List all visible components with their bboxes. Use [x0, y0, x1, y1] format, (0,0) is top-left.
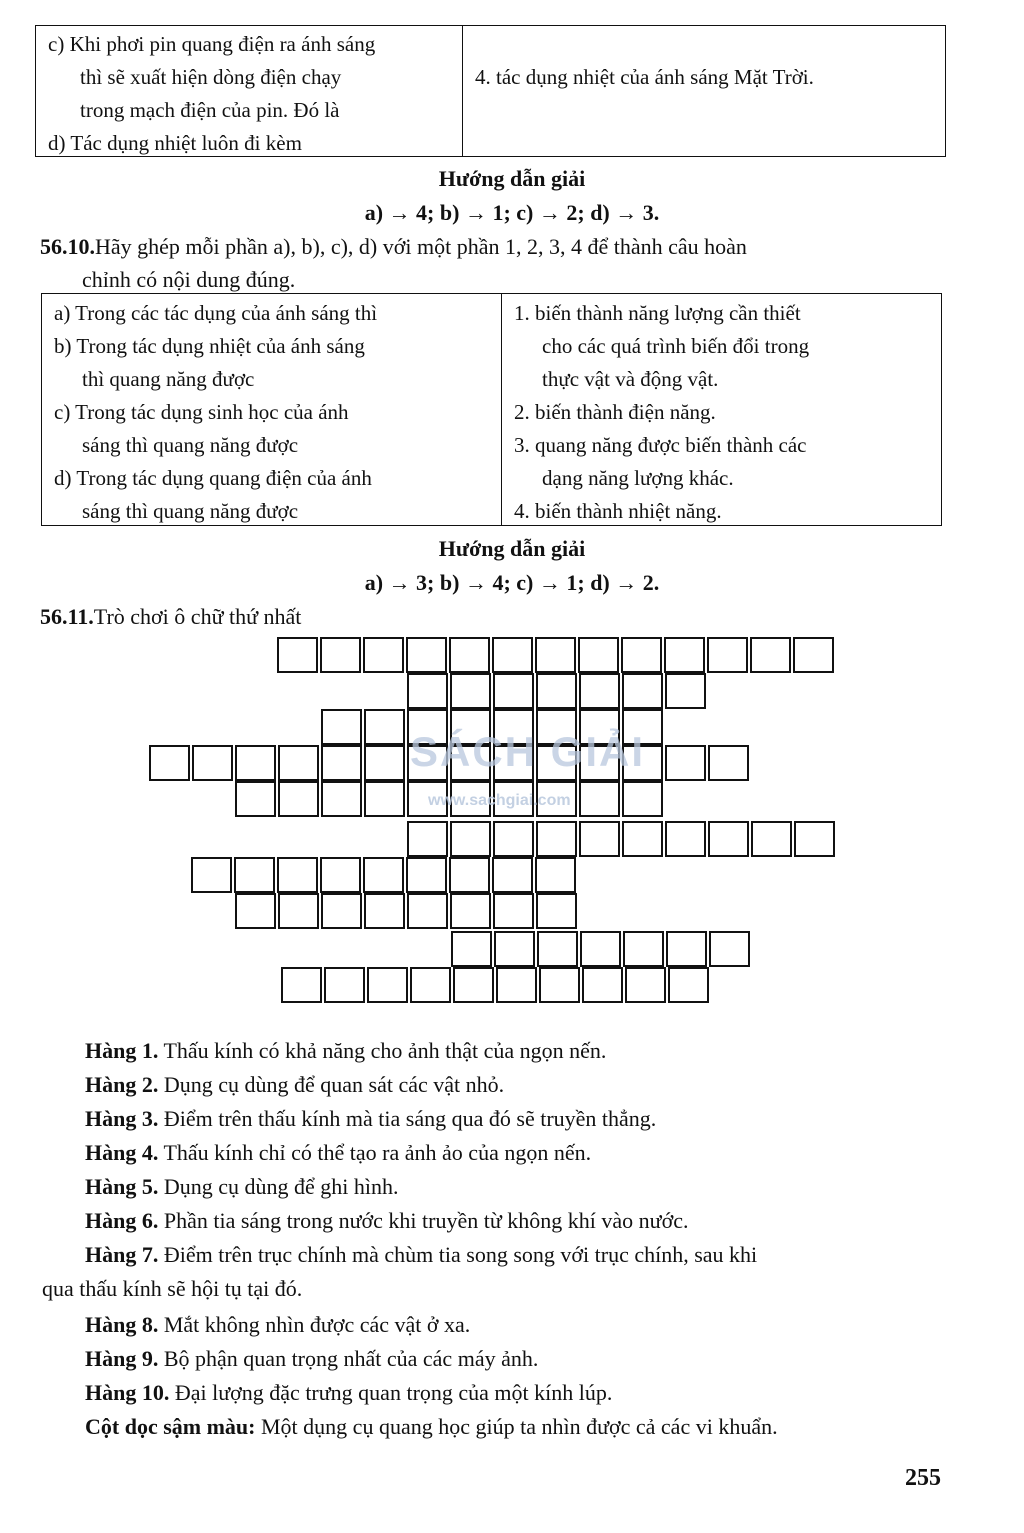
table-2-left-line: c) Trong tác dụng sinh học của ánh: [54, 400, 349, 424]
table-2-right-line: thực vật và động vật.: [542, 367, 719, 391]
crossword-cell: [708, 821, 749, 857]
clue-text: Phần tia sáng trong nước khi truyền từ không khí vào nước.: [163, 1208, 689, 1233]
table-2-left-line: a) Trong các tác dụng của ánh sáng thì: [54, 301, 378, 325]
crossword-cell: [537, 931, 578, 967]
clue-row-2: [85, 1068, 504, 1101]
crossword-cell: [321, 893, 362, 929]
crossword-cell: [410, 967, 451, 1003]
crossword-cell: [191, 857, 232, 893]
crossword-cell: [579, 821, 620, 857]
table-1-divider: [462, 25, 463, 157]
table-2-left-line: thì quang năng được: [82, 367, 255, 391]
crossword-cell: [364, 709, 405, 745]
crossword-cell: [407, 673, 448, 709]
clue-row-10: [85, 1376, 612, 1409]
table-2-right-line: 4. biến thành nhiệt năng.: [514, 499, 722, 523]
table-2-right-line: dạng năng lượng khác.: [542, 466, 734, 490]
clue-row-5: [85, 1170, 399, 1203]
table-2-left-line: b) Trong tác dụng nhiệt của ánh sáng: [54, 334, 365, 358]
clue-text: Dụng cụ dùng để ghi hình.: [163, 1174, 399, 1199]
crossword-cell: [668, 967, 709, 1003]
crossword-cell: [578, 637, 619, 673]
crossword-cell: [665, 821, 706, 857]
clue-text: Dụng cụ dùng để quan sát các vật nhỏ.: [163, 1072, 505, 1097]
table-2-left-line: sáng thì quang năng được: [82, 499, 299, 523]
crossword-cell: [793, 637, 834, 673]
crossword-cell: [492, 857, 533, 893]
clue-row-3: [85, 1102, 656, 1135]
clue-row-1: [85, 1034, 606, 1067]
crossword-cell: [536, 893, 577, 929]
crossword-cell: [406, 637, 447, 673]
crossword-cell: [451, 931, 492, 967]
crossword-cell: [320, 857, 361, 893]
question-text-continued: chỉnh có nội dung đúng.: [82, 267, 296, 292]
clue-label: Hàng 9.: [85, 1346, 159, 1371]
table-1-left-line: d) Tác dụng nhiệt luôn đi kèm: [48, 131, 302, 155]
clue-label: Hàng 6.: [85, 1208, 159, 1233]
crossword-cell: [536, 821, 577, 857]
crossword-cell: [453, 967, 494, 1003]
clue-vertical-column: [85, 1410, 778, 1443]
clue-text: Thấu kính có khả năng cho ảnh thật của ngọn nến.: [163, 1038, 607, 1063]
crossword-cell: [407, 821, 448, 857]
crossword-cell: [539, 967, 580, 1003]
question-text: Trò chơi ô chữ thứ nhất: [93, 604, 302, 629]
crossword-cell: [751, 821, 792, 857]
crossword-cell: [535, 857, 576, 893]
clue-label: Hàng 2.: [85, 1072, 159, 1097]
clue-label: Hàng 10.: [85, 1380, 170, 1405]
crossword-cell: [235, 745, 276, 781]
clue-row-6: [85, 1204, 689, 1237]
watermark-url: www.sachgiai.com: [428, 792, 571, 809]
watermark-logo: SÁCH GIẢI: [410, 728, 646, 775]
crossword-cell: [579, 673, 620, 709]
crossword-cell: [622, 781, 663, 817]
crossword-cell: [665, 745, 706, 781]
crossword-cell: [235, 893, 276, 929]
crossword-cell: [278, 745, 319, 781]
clue-label: Hàng 4.: [85, 1140, 159, 1165]
crossword-cell: [535, 637, 576, 673]
table-1-left-line: trong mạch điện của pin. Đó là: [80, 98, 340, 122]
crossword-cell: [450, 821, 491, 857]
table-2-right-line: 2. biến thành điện năng.: [514, 400, 716, 424]
crossword-cell: [664, 637, 705, 673]
crossword-cell: [321, 709, 362, 745]
crossword-cell: [234, 857, 275, 893]
crossword-cell: [666, 931, 707, 967]
crossword-cell: [580, 931, 621, 967]
question-56-11: [40, 600, 301, 633]
table-1-right-cell: 4. tác dụng nhiệt của ánh sáng Mặt Trời.: [475, 65, 814, 89]
crossword-cell: [494, 931, 535, 967]
crossword-cell: [794, 821, 835, 857]
crossword-cell: [707, 637, 748, 673]
question-number: 56.10.: [40, 234, 95, 259]
table-1-left-line: thì sẽ xuất hiện dòng điện chạy: [80, 65, 342, 89]
question-text: Hãy ghép mỗi phần a), b), c), d) với một phần 1, 2, 3, 4 để thành câu hoàn: [95, 234, 747, 259]
crossword-cell: [364, 781, 405, 817]
crossword-cell: [278, 781, 319, 817]
crossword-cell: [493, 673, 534, 709]
crossword-cell: [281, 967, 322, 1003]
crossword-cell: [321, 745, 362, 781]
crossword-cell: [622, 673, 663, 709]
crossword-cell: [364, 893, 405, 929]
page-number: 255: [905, 1465, 941, 1491]
clue-label: Hàng 3.: [85, 1106, 159, 1131]
crossword-cell: [493, 893, 534, 929]
crossword-cell: [277, 857, 318, 893]
crossword-cell: [750, 637, 791, 673]
crossword-cell: [493, 821, 534, 857]
clue-text: Đại lượng đặc trưng quan trọng của một kính lúp.: [174, 1380, 613, 1405]
table-2-right-line: 1. biến thành năng lượng cần thiết: [514, 301, 801, 325]
crossword-cell: [277, 637, 318, 673]
clue-text: Mắt không nhìn được các vật ở xa.: [163, 1312, 471, 1337]
question-number: 56.11.: [40, 604, 94, 629]
crossword-cell: [278, 893, 319, 929]
solution-heading: Hướng dẫn giải: [438, 536, 586, 561]
clue-row-9: [85, 1342, 538, 1375]
crossword-cell: [622, 821, 663, 857]
crossword-cell: [492, 637, 533, 673]
crossword-cell: [450, 893, 491, 929]
crossword-cell: [625, 967, 666, 1003]
crossword-cell: [621, 637, 662, 673]
crossword-cell: [665, 673, 706, 709]
crossword-cell: [579, 781, 620, 817]
crossword-cell: [363, 637, 404, 673]
clue-label: Cột dọc sậm màu:: [85, 1414, 256, 1439]
crossword-cell: [321, 781, 362, 817]
table-2-right-line: 3. quang năng được biến thành các: [514, 433, 807, 457]
solution-answer: a) → 3; b) → 4; c) → 1; d) → 2.: [364, 570, 660, 595]
crossword-cell: [449, 857, 490, 893]
table-2-divider: [501, 293, 502, 526]
clue-text: Thấu kính chỉ có thể tạo ra ảnh ảo của ngọn nến.: [163, 1140, 592, 1165]
crossword-cell: [536, 673, 577, 709]
crossword-cell: [450, 673, 491, 709]
crossword-cell: [320, 637, 361, 673]
clue-text: Một dụng cụ quang học giúp ta nhìn được cả các vi khuẩn.: [261, 1414, 778, 1439]
clue-label: Hàng 8.: [85, 1312, 159, 1337]
crossword-cell: [406, 857, 447, 893]
table-2-left-line: sáng thì quang năng được: [82, 433, 299, 457]
table-2-right-line: cho các quá trình biến đổi trong: [542, 334, 810, 358]
clue-row-8: [85, 1308, 470, 1341]
crossword-cell: [364, 745, 405, 781]
clue-label: Hàng 1.: [85, 1038, 159, 1063]
crossword-cell: [582, 967, 623, 1003]
table-2-left-line: d) Trong tác dụng quang điện của ánh: [54, 466, 372, 490]
clue-label: Hàng 5.: [85, 1174, 159, 1199]
crossword-cell: [363, 857, 404, 893]
clue-row-7: [85, 1238, 757, 1271]
crossword-cell: [623, 931, 664, 967]
crossword-cell: [407, 893, 448, 929]
clue-row-4: [85, 1136, 591, 1169]
clue-label: Hàng 7.: [85, 1242, 159, 1267]
clue-text: Điểm trên trục chính mà chùm tia song song với trục chính, sau khi: [163, 1242, 758, 1267]
clue-text: Bộ phận quan trọng nhất của các máy ảnh.: [163, 1346, 539, 1371]
crossword-cell: [235, 781, 276, 817]
clue-text: Điểm trên thấu kính mà tia sáng qua đó sẽ truyền thẳng.: [163, 1106, 657, 1131]
crossword-cell: [149, 745, 190, 781]
crossword-cell: [496, 967, 537, 1003]
table-1-left-line: c) Khi phơi pin quang điện ra ánh sáng: [48, 32, 376, 56]
clue-row-7-continued: qua thấu kính sẽ hội tụ tại đó.: [42, 1276, 303, 1301]
crossword-cell: [449, 637, 490, 673]
question-56-10: [40, 230, 747, 263]
solution-answer: a) → 4; b) → 1; c) → 2; d) → 3.: [364, 200, 660, 225]
crossword-cell: [709, 931, 750, 967]
crossword-cell: [192, 745, 233, 781]
crossword-cell: [324, 967, 365, 1003]
crossword-cell: [708, 745, 749, 781]
solution-heading: Hướng dẫn giải: [438, 166, 586, 191]
crossword-cell: [367, 967, 408, 1003]
